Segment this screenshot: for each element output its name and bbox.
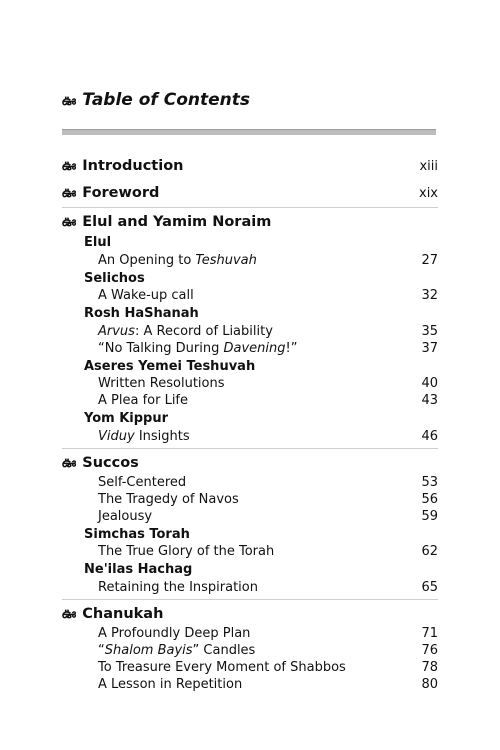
toc-entry: The Tragedy of Navos 56 xyxy=(98,491,438,507)
toc-entry: The True Glory of the Torah 62 xyxy=(98,544,438,559)
toc-entry: A Wake-up call 32 xyxy=(98,288,438,303)
page-number: 59 xyxy=(421,508,438,524)
page-number: 40 xyxy=(421,376,438,391)
page-number: 56 xyxy=(421,491,438,507)
section-succos xyxy=(62,453,438,596)
page-number: xix xyxy=(419,186,438,201)
toc-entry: Jealousy 59 xyxy=(98,508,438,524)
subsection-title: Simchas Torah xyxy=(84,526,190,542)
toc-entry: A Plea for Life 43 xyxy=(98,393,438,408)
section-title: Elul and Yamim Noraim xyxy=(82,214,272,230)
ornament-icon: ఊ xyxy=(62,94,77,109)
page-number: 32 xyxy=(421,288,438,303)
section-chanukah xyxy=(62,604,438,693)
subsection-title: Yom Kippur xyxy=(84,411,169,426)
section-title: Introduction xyxy=(82,158,184,174)
toc-entry: An Opening to Teshuvah 27 xyxy=(98,252,438,268)
page-number: 76 xyxy=(421,642,438,658)
page-number: 65 xyxy=(421,579,438,595)
section-foreword xyxy=(62,183,438,204)
toc-entry: A Profoundly Deep Plan 71 xyxy=(98,625,438,641)
subsection-title: Selichos xyxy=(84,270,145,286)
toc-entry: Written Resolutions 40 xyxy=(98,376,438,391)
section-introduction xyxy=(62,156,438,177)
page-number: 27 xyxy=(421,252,438,268)
section-title: Foreword xyxy=(82,185,160,201)
page-number: 53 xyxy=(421,474,438,490)
toc-entry: A Lesson in Repetition 80 xyxy=(98,676,438,692)
table-of-contents xyxy=(62,156,438,693)
page-number: 71 xyxy=(421,625,438,641)
title-rule xyxy=(62,129,436,135)
page-title-text: Table of Contents xyxy=(82,90,251,110)
toc-entry: Self-Centered 53 xyxy=(98,474,438,490)
page-number: 80 xyxy=(421,676,438,692)
page-number: 37 xyxy=(421,340,438,356)
page-number: xiii xyxy=(419,159,438,174)
section-title: Succos xyxy=(82,454,139,471)
ornament-icon: ఊ xyxy=(62,159,77,174)
subsection-title: Rosh HaShanah xyxy=(84,306,199,321)
section-elul-yamim-noraim xyxy=(62,212,438,445)
page-title xyxy=(62,90,250,112)
subsection-title: Aseres Yemei Teshuvah xyxy=(84,358,256,374)
page-number: 35 xyxy=(421,323,438,339)
toc-entry: Retaining the Inspiration 65 xyxy=(98,579,438,595)
page-number: 62 xyxy=(421,544,438,559)
subsection-title: Elul xyxy=(84,235,112,250)
page-number: 46 xyxy=(421,428,438,444)
section-divider xyxy=(62,599,438,600)
toc-entry: To Treasure Every Moment of Shabbos 78 xyxy=(98,659,438,675)
toc-entry: “No Talking During Davening!” 37 xyxy=(98,340,438,356)
ornament-icon: ఊ xyxy=(62,455,77,471)
toc-entry: “Shalom Bayis” Candles 76 xyxy=(98,642,438,658)
section-divider xyxy=(62,207,438,208)
toc-entry: Viduy Insights 46 xyxy=(98,428,438,444)
toc-entry: Arvus: A Record of Liability 35 xyxy=(98,323,438,339)
section-divider xyxy=(62,448,438,449)
ornament-icon: ఊ xyxy=(62,606,77,622)
ornament-icon: ఊ xyxy=(62,186,77,201)
section-title: Chanukah xyxy=(82,605,164,622)
ornament-icon: ఊ xyxy=(62,215,77,230)
subsection-title: Ne'ilas Hachag xyxy=(84,562,193,577)
page-number: 78 xyxy=(421,659,438,675)
page-number: 43 xyxy=(421,393,438,408)
